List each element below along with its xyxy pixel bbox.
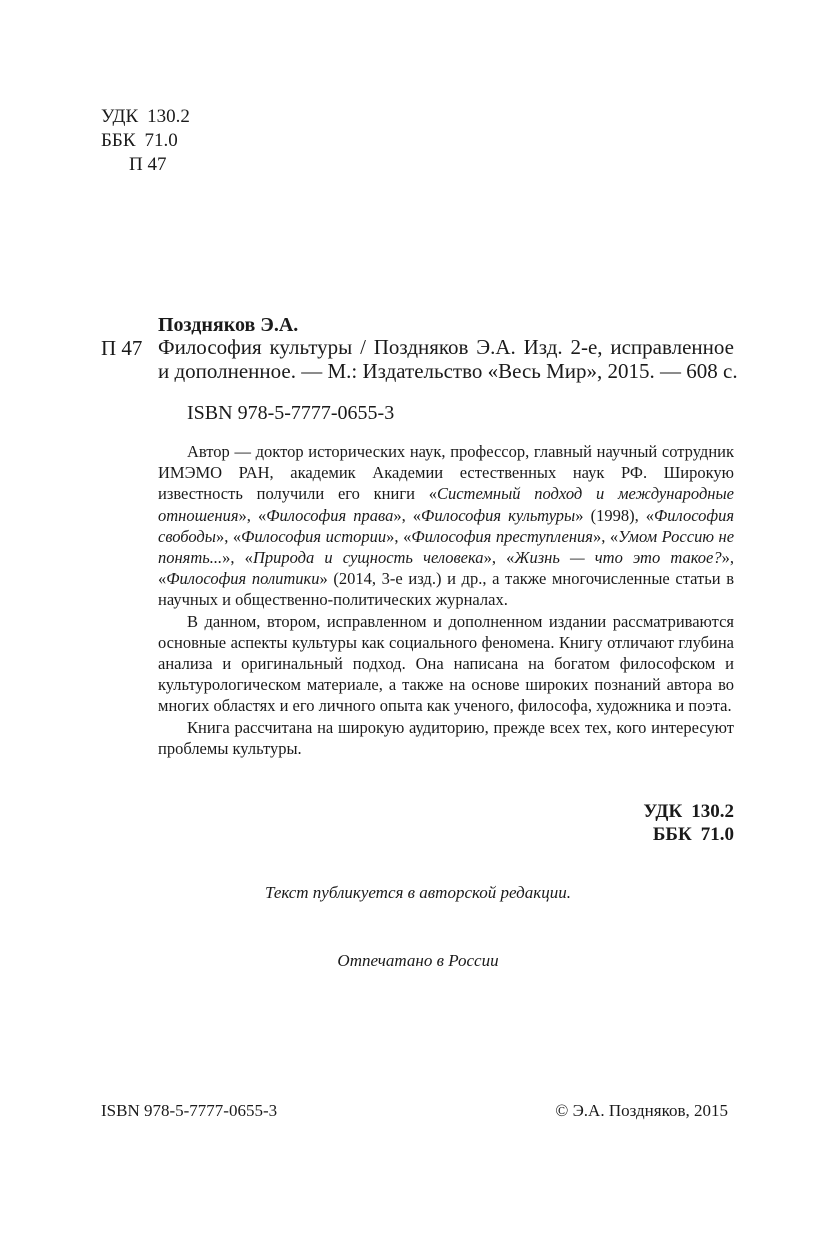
isbn: ISBN 978-5-7777-0655-3 xyxy=(187,402,395,424)
annotation xyxy=(158,441,734,759)
book-title: Философия права xyxy=(266,505,394,525)
annotation-text: », « xyxy=(158,548,735,589)
annotation-text: Автор — доктор исторических наук, профессор, главный научный сотрудник ИМЭМО РАН, академик Академии естественных наук РФ. Широкую известность получили его книги « xyxy=(158,442,734,504)
annotation-text: », « xyxy=(393,505,422,525)
edition-note: Текст публикуется в авторской редакции. xyxy=(265,883,571,902)
classification-codes-bold xyxy=(643,800,734,846)
book-title: Философия преступления xyxy=(411,526,593,546)
book-title: Философия культуры xyxy=(421,505,576,525)
classification-codes xyxy=(101,105,190,177)
annotation-paragraph-audience: Книга рассчитана на широкую аудиторию, прежде всех тех, кого интересуют проблемы культуры. xyxy=(158,717,734,758)
printed-note: Отпечатано в России xyxy=(337,951,499,970)
annotation-paragraph-author xyxy=(158,441,734,611)
annotation-paragraph-content: В данном, втором, исправленном и дополненном издании рассматриваются основные аспекты культуры как социального феномена. Книгу отличают глубина анализа и оригинальный подход. Она написана на богатом философском и культурологическом материале, а также на основе широких познаний автора во многих областях и его личного опыта как ученого, философа, художника и поэта. xyxy=(158,611,734,716)
copyright: © Э.А. Поздняков, 2015 xyxy=(555,1101,728,1120)
book-title: Философия политики xyxy=(166,569,320,589)
udk-code-bold: УДК 130.2 xyxy=(643,801,734,822)
annotation-text: », « xyxy=(386,526,412,546)
bib-line-2: и дополненное. — М.: Издательство «Весь Мир», 2015. — 608 с. xyxy=(158,359,738,383)
author-name: Поздняков Э.А. xyxy=(158,314,299,336)
annotation-text: », « xyxy=(215,526,242,546)
book-title: Философия свободы xyxy=(158,505,734,546)
bib-line-1: Философия культуры / Поздняков Э.А. Изд. 2-е, исправленное xyxy=(158,335,734,359)
annotation-text: » (2014, 3-е изд.) и др., а также многочисленные статьи в научных и общественно-политических журналах. xyxy=(158,569,735,610)
book-title: Жизнь — что это такое? xyxy=(514,548,722,568)
annotation-text: », « xyxy=(238,505,267,525)
book-title: Системный подход и международные отношения xyxy=(158,484,734,525)
annotation-text: », « xyxy=(592,526,619,546)
bbk-code-bold: ББК 71.0 xyxy=(652,824,734,845)
annotation-text: », « xyxy=(483,548,515,568)
udk-code: УДК 130.2 xyxy=(101,106,190,127)
bbk-code: ББК 71.0 xyxy=(101,130,178,151)
annotation-text: », « xyxy=(222,548,253,568)
author-sign-code: П 47 xyxy=(129,154,167,175)
bibliographic-description xyxy=(158,335,738,383)
annotation-text: » (1998), « xyxy=(575,505,655,525)
book-title: Природа и сущность человека xyxy=(252,548,484,568)
author-sign: П 47 xyxy=(101,336,143,360)
book-title: Философия истории xyxy=(241,526,387,546)
isbn-footer: ISBN 978-5-7777-0655-3 xyxy=(101,1101,278,1120)
book-title: Умом Россию не понять... xyxy=(158,526,735,568)
